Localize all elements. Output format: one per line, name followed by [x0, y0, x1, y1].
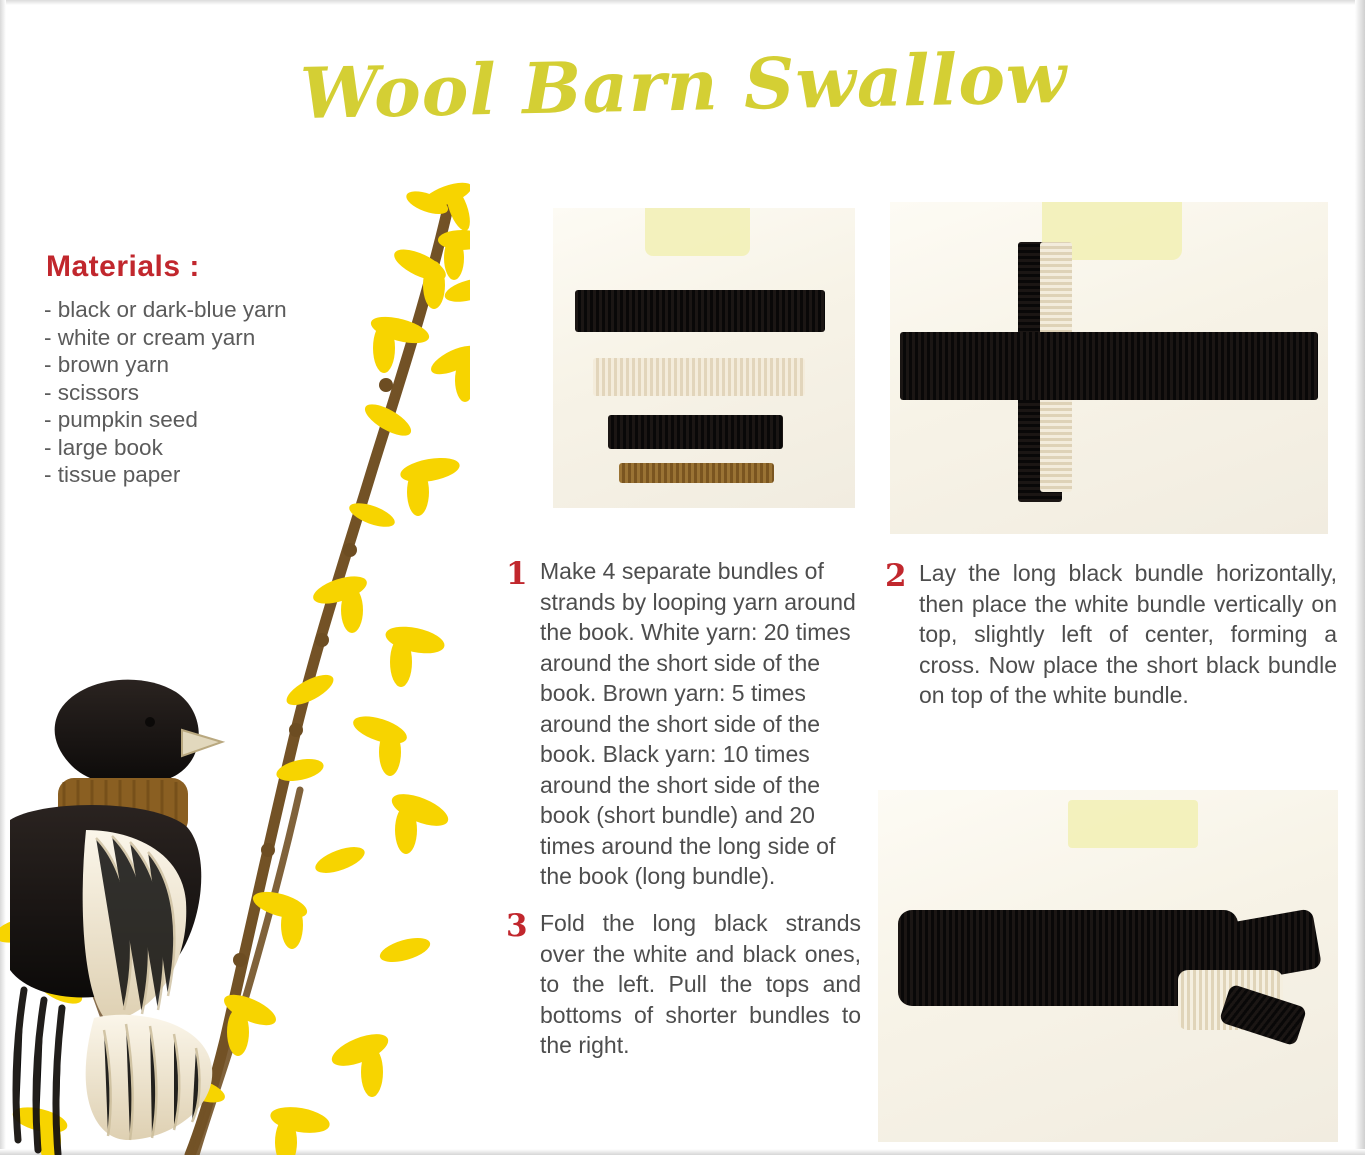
folded-bundle-photo: [878, 790, 1338, 1142]
yarn-bundles-photo: [553, 208, 855, 508]
list-item: - pumpkin seed: [44, 407, 198, 432]
step-text: Lay the long black bundle horizontally, then place the white bundle vertically on top, slightly left of center, forming a cross. Now place the short black bundle on top of the white bundle.: [919, 560, 1337, 708]
page-edge-top: [0, 0, 1365, 5]
step-3: [506, 908, 861, 1061]
long-black-bundle: [575, 290, 825, 332]
page-title: Wool Barn Swallow: [299, 35, 1069, 135]
page-edge-right: [1355, 0, 1365, 1155]
step-number: 3: [506, 908, 528, 944]
brown-bundle: [619, 463, 774, 483]
list-item: - black or dark-blue yarn: [44, 297, 287, 322]
white-bundle: [593, 358, 805, 396]
tape-strip: [1068, 800, 1198, 848]
list-item: - white or cream yarn: [44, 324, 256, 350]
step-number: 2: [885, 558, 907, 594]
horizontal-black-bundle: [900, 332, 1318, 400]
list-item: - tissue paper: [44, 462, 181, 487]
list-item: - scissors: [44, 379, 139, 405]
list-item: - large book: [44, 434, 163, 460]
short-black-bundle: [608, 415, 783, 449]
yarn-cross-photo: [890, 202, 1328, 534]
step-2: [885, 558, 1337, 711]
step-1: [506, 556, 861, 892]
wool-barn-swallow-on-forsythia-branch: [0, 170, 470, 1155]
step-text: Fold the long black strands over the white and black ones, to the left. Pull the tops and bottoms of shorter bundles to the right.: [540, 910, 861, 1058]
materials-heading: Materials :: [46, 250, 200, 283]
tape-strip: [645, 208, 750, 256]
step-text: Make 4 separate bundles of strands by looping yarn around the book. White yarn: 20 times around the short side of the book. Brown yarn: 5 times around the short side of the book. Black yarn: 10 times around the short side of the book (short bundle) and 20 times around the long side of the book (long bundle).: [540, 558, 856, 889]
list-item: - brown yarn: [44, 352, 170, 377]
step-number: 1: [506, 556, 528, 592]
